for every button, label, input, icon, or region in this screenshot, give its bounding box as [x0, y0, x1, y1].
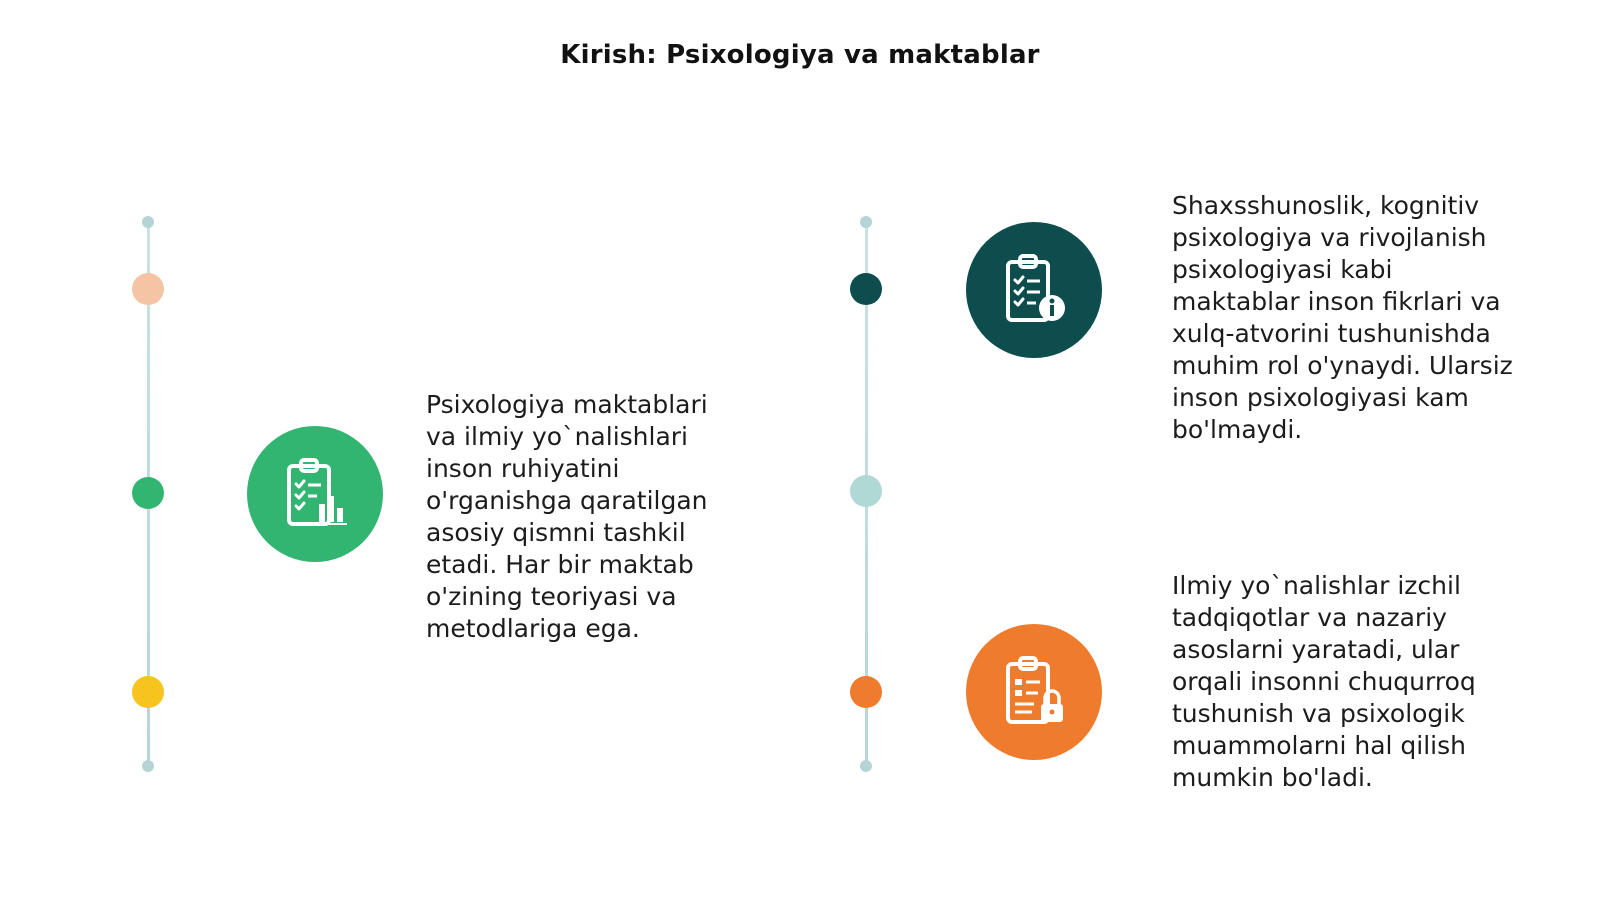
left-timeline-node-peach	[132, 273, 164, 305]
clipboard-chart-icon	[275, 454, 355, 534]
right-item-2-text: Ilmiy yo`nalishlar izchil tadqiqotlar va nazariy asoslarni yaratadi, ular orqali insonni chuqurroq tushunish va psixologik muammolarni hal qilish mumkin bo'ladi.	[1172, 571, 1476, 792]
right-timeline-node-dark-teal	[850, 273, 882, 305]
slide-title: Kirish: Psixologiya va maktablar	[560, 40, 1040, 70]
right-timeline-top-end	[860, 216, 872, 228]
left-timeline-bottom-end	[142, 760, 154, 772]
clipboard-info-icon	[994, 250, 1074, 330]
clipboard-lock-icon-circle	[966, 624, 1102, 760]
clipboard-chart-icon-circle	[247, 426, 383, 562]
left-timeline-node-green	[132, 477, 164, 509]
left-timeline-top-end	[142, 216, 154, 228]
left-timeline-node-yellow	[132, 676, 164, 708]
right-item-1-text: Shaxsshunoslik, kognitiv psixologiya va rivojlanish psixologiyasi kabi maktablar inson fikrlari va xulq-atvorini tushunishda muhim rol o'ynaydi. Ularsiz inson psixologiyasi kam bo'lmaydi.	[1172, 191, 1513, 444]
right-timeline-bottom-end	[860, 760, 872, 772]
clipboard-lock-icon	[994, 652, 1074, 732]
right-timeline-node-orange	[850, 676, 882, 708]
left-item-text: Psixologiya maktablari va ilmiy yo`nalishlari inson ruhiyatini o'rganishga qaratilgan asosiy qismni tashkil etadi. Har bir maktab o'zining teoriyasi va metodlariga ega.	[426, 390, 708, 643]
clipboard-info-icon-circle	[966, 222, 1102, 358]
right-timeline-node-light-teal	[850, 475, 882, 507]
